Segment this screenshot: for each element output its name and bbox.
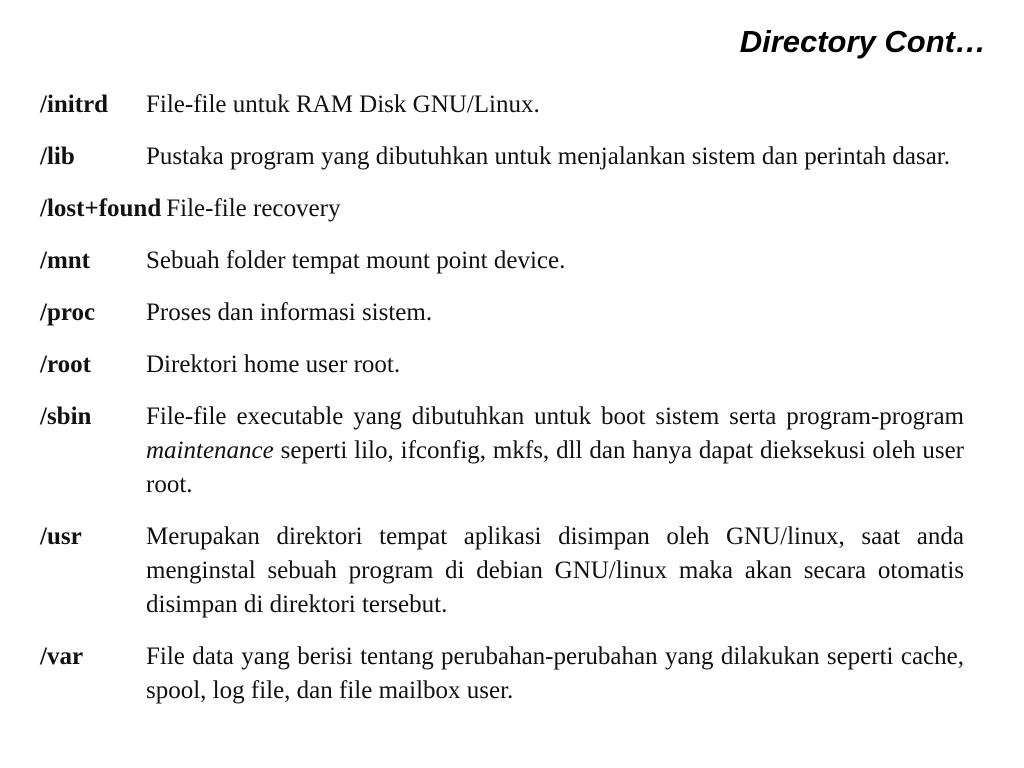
directory-name: /root (40, 351, 91, 378)
directory-entry-initrd (40, 88, 964, 122)
directory-name: /usr (40, 523, 82, 550)
directory-entry-root (40, 348, 964, 382)
directory-description: File data yang berisi tentang perubahan-perubahan yang dilakukan seperti cache, spool, log file, dan file mailbox user. (146, 643, 964, 704)
directory-name: /initrd (40, 91, 109, 118)
directory-entry-lost-found (40, 192, 964, 226)
directory-name: /sbin (40, 403, 92, 430)
directory-name: /lost+found (40, 195, 162, 222)
directory-entry-sbin (40, 400, 964, 502)
directory-entry-usr (40, 520, 964, 622)
description-part: seperti lilo, ifconfig, mkfs, dll dan hanya dapat dieksekusi oleh user root. (146, 437, 964, 498)
directory-description: File-file recovery (166, 195, 341, 222)
slide-title: Directory Cont… (739, 24, 986, 59)
directory-name: /mnt (40, 247, 90, 274)
directory-name: /var (40, 643, 84, 670)
directory-list (40, 88, 964, 726)
directory-entry-mnt (40, 244, 964, 278)
directory-description: Merupakan direktori tempat aplikasi disimpan oleh GNU/linux, saat anda menginstal sebuah program di debian GNU/linux maka akan secara otomatis disimpan di direktori tersebut. (146, 523, 964, 618)
directory-entry-var (40, 640, 964, 708)
directory-description: Pustaka program yang dibutuhkan untuk menjalankan sistem dan perintah dasar. (146, 143, 950, 170)
directory-entry-proc (40, 296, 964, 330)
directory-description: Proses dan informasi sistem. (146, 299, 433, 326)
directory-name: /lib (40, 143, 75, 170)
directory-entry-lib (40, 140, 964, 174)
directory-description: Direktori home user root. (146, 351, 401, 378)
directory-name: /proc (40, 299, 96, 326)
directory-description (146, 400, 964, 502)
directory-description: Sebuah folder tempat mount point device. (146, 247, 566, 274)
description-part: File-file executable yang dibutuhkan untuk boot sistem serta program-program (146, 403, 964, 430)
description-emphasis: maintenance (146, 437, 274, 464)
directory-description: File-file untuk RAM Disk GNU/Linux. (146, 91, 540, 118)
